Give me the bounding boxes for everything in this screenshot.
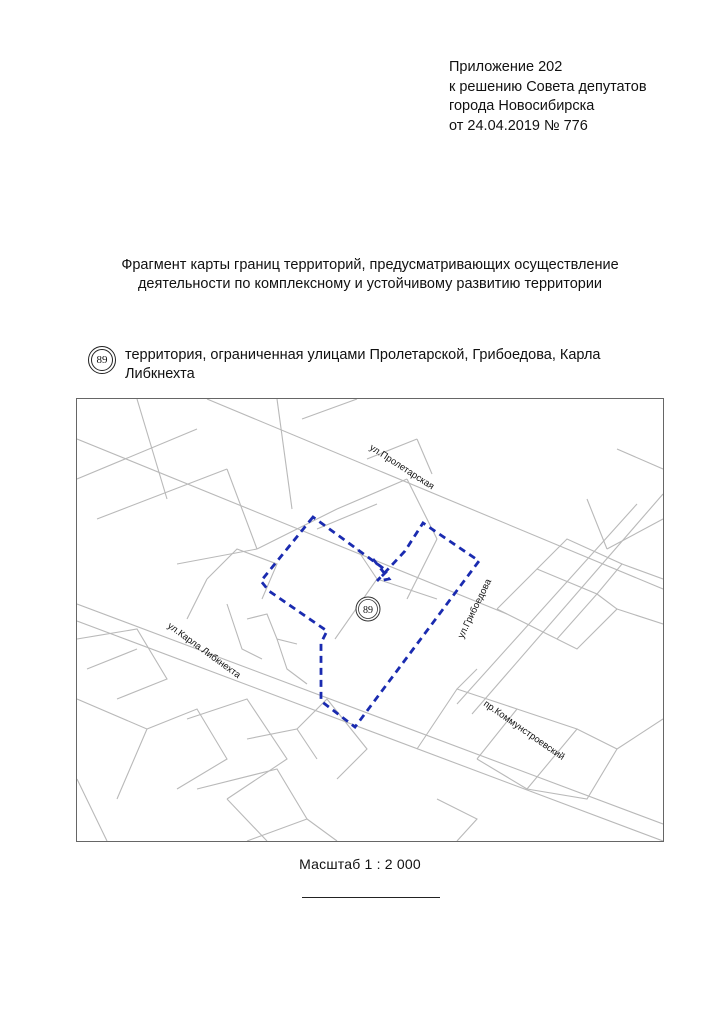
title-line-1: Фрагмент карты границ территорий, предусматривающих осуществление xyxy=(121,257,619,273)
map-frame xyxy=(76,398,664,842)
territory-boundary xyxy=(261,517,479,727)
area-marker xyxy=(356,597,380,621)
signature-line xyxy=(302,897,440,898)
street-label-kommunstroevsky: пр.Коммунстроевский xyxy=(481,698,567,763)
map-svg xyxy=(77,399,663,841)
legend-text: территория, ограниченная улицами Пролетарской, Грибоедова, Карла Либкнехта xyxy=(125,347,601,382)
scale-label: Масштаб 1 : 2 000 xyxy=(299,856,421,872)
title-line-2: деятельности по комплексному и устойчивому развитию территории xyxy=(137,276,603,292)
street-label-proletarskaya: ул.Пролетарская xyxy=(367,442,437,493)
appendix-line-3: города Новосибирска xyxy=(449,98,595,114)
street-label-griboedova: ул.Грибоедова xyxy=(455,577,495,641)
document-title xyxy=(40,256,700,294)
legend-number: 89 xyxy=(96,354,108,366)
area-number: 89 xyxy=(363,605,373,616)
appendix-header xyxy=(449,58,647,136)
appendix-line-4: от 24.04.2019 № 776 xyxy=(449,117,588,134)
appendix-line-1: Приложение 202 xyxy=(449,59,563,75)
appendix-line-2: к решению Совета депутатов xyxy=(449,78,647,95)
street-label-karla-libknekhta: ул.Карла Либкнехта xyxy=(165,620,243,681)
